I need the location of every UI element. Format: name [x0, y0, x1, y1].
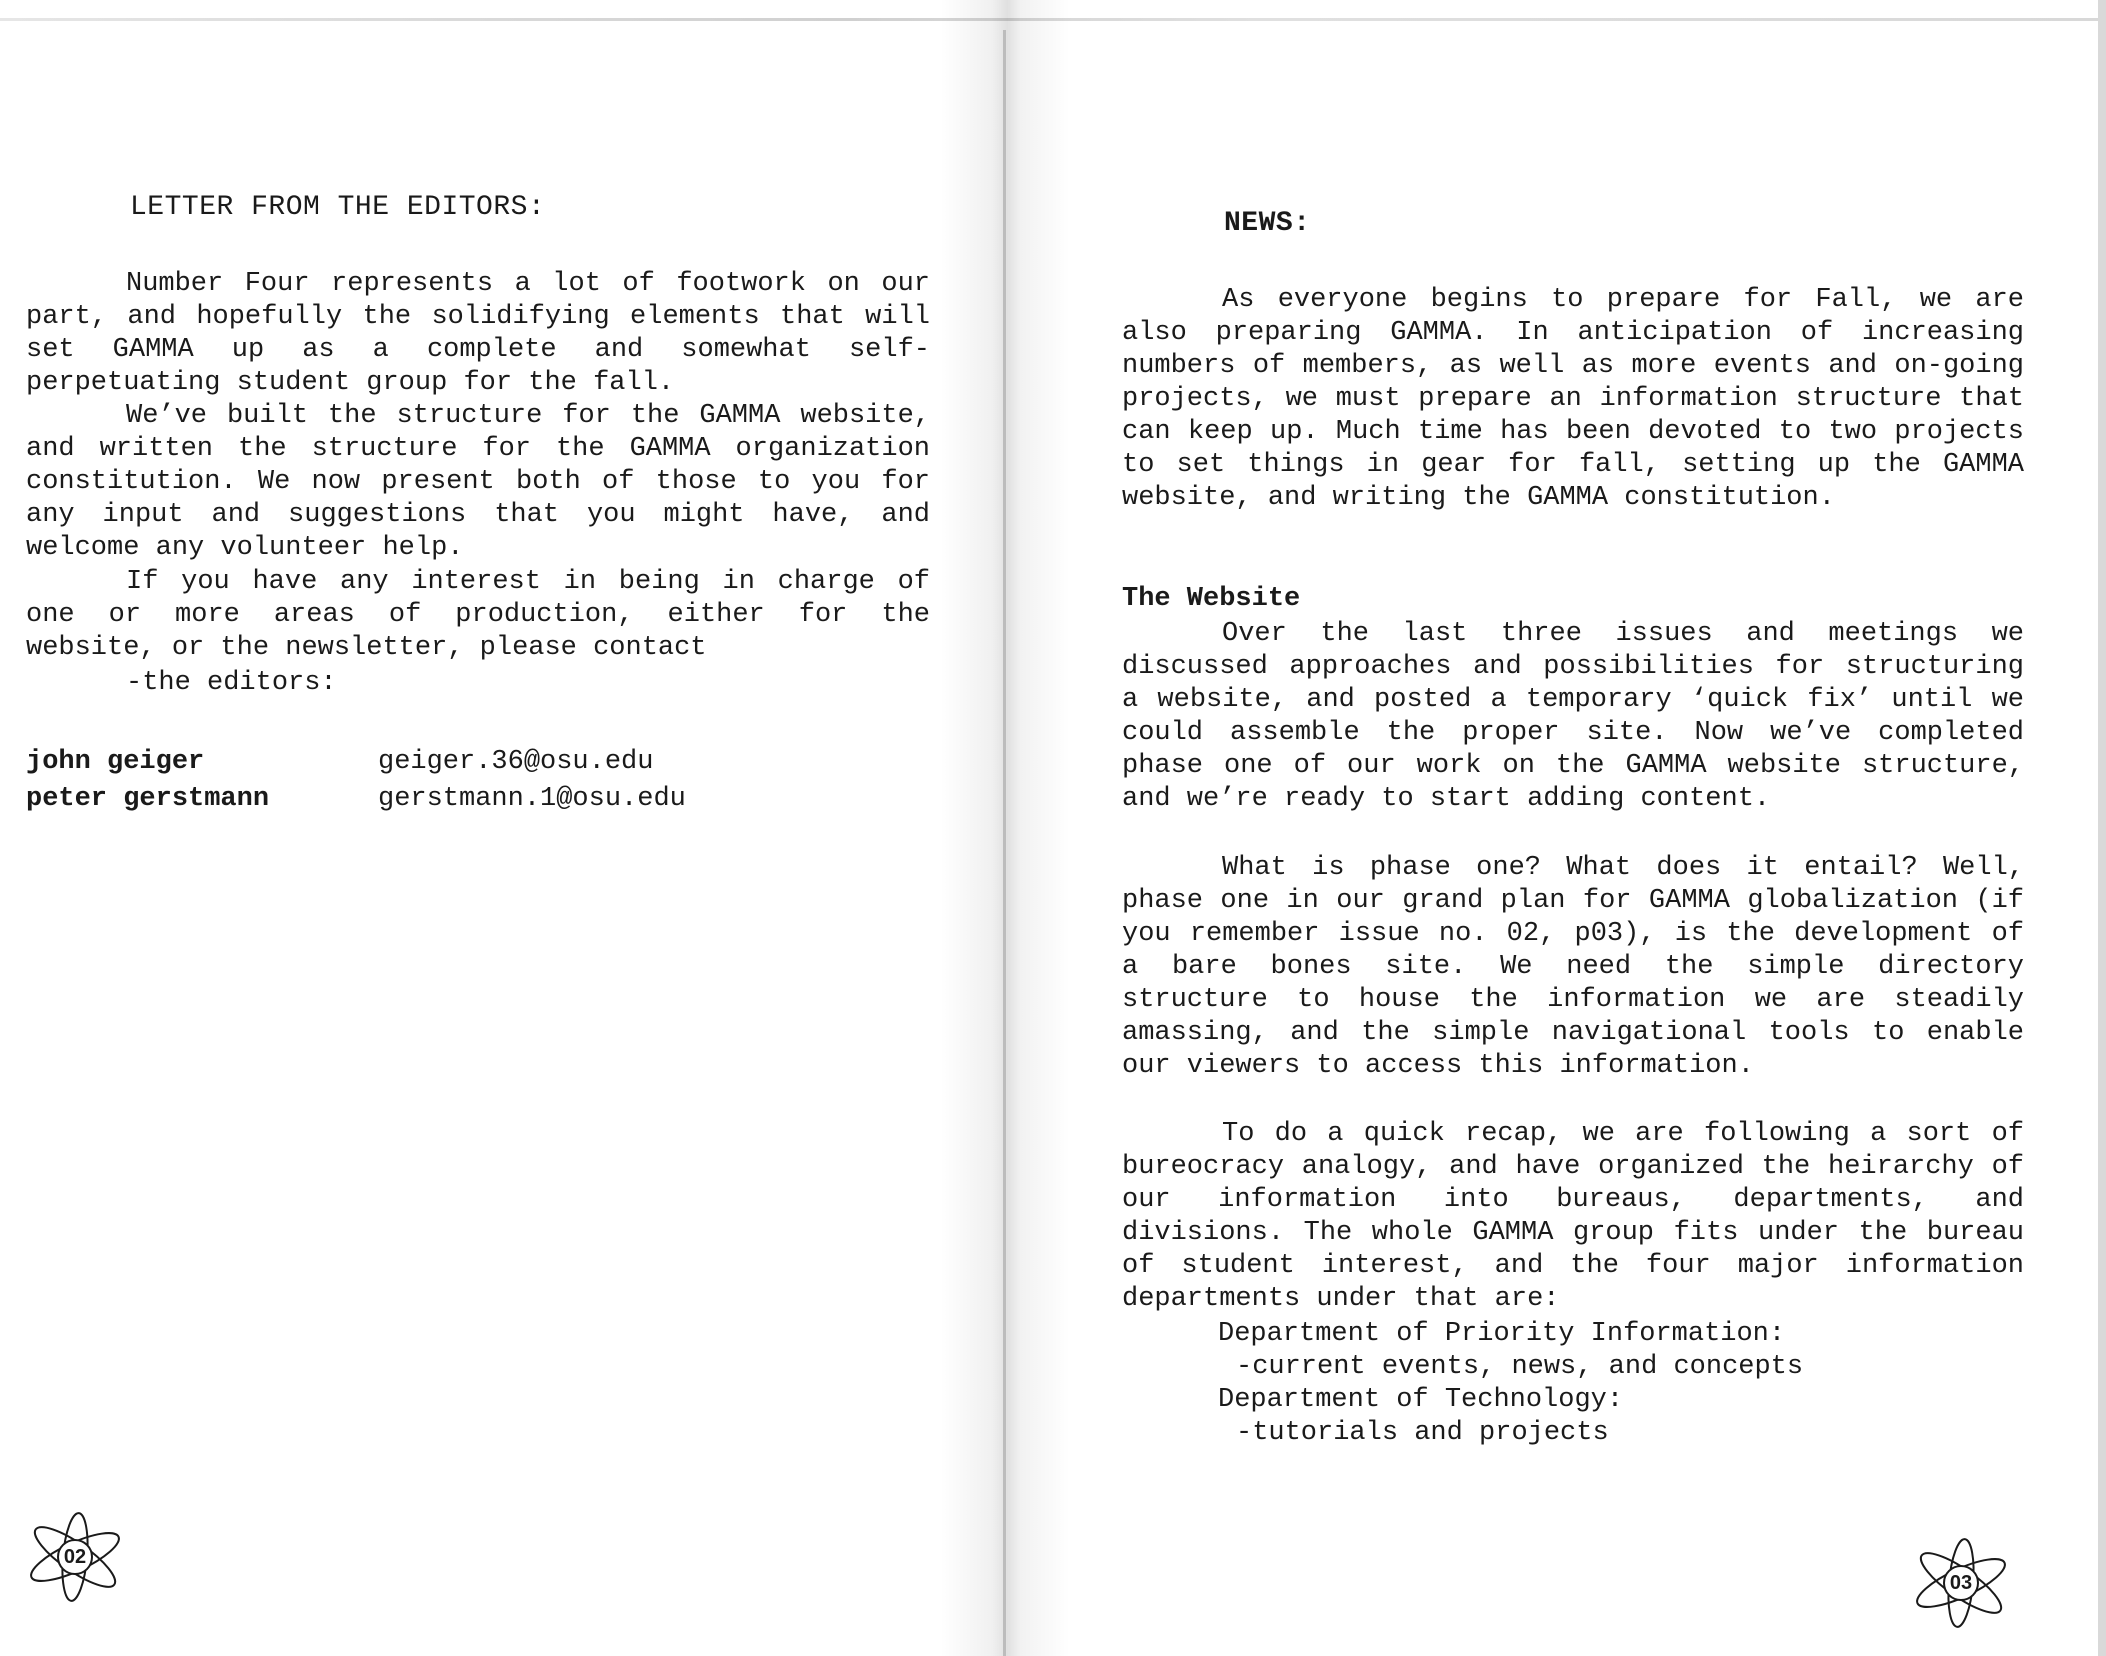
contact-email: gerstmann.1@osu.edu [378, 784, 686, 814]
department-detail: -tutorials and projects [1236, 1418, 1609, 1448]
contact-name: peter gerstmann [26, 784, 270, 814]
website-paragraph-2: What is phase one? What does it entail? Well, phase one in our grand plan for GAMMA globalization (if you remember issue no. 02, p03), is the development of a bare bones site. We need the simple directory structure to house the information we are steadily amassing, and the simple navigational tools to enable our viewers to access this information. [1122, 853, 2024, 1081]
department-list [1218, 1318, 1803, 1450]
website-paragraph-3: To do a quick recap, we are following a sort of bureocracy analogy, and have organized the heirarchy of our information into bureaus, departments, and divisions. The whole GAMMA group fits under the bureau of student interest, and the four major information departments under that are: [1122, 1119, 2024, 1314]
department-name: Department of Priority Information: [1218, 1319, 1786, 1349]
page-number-badge [20, 1502, 130, 1612]
department-detail: -current events, news, and concepts [1236, 1352, 1804, 1382]
letter-heading: LETTER FROM THE EDITORS: [130, 192, 546, 223]
page-number: 02 [63, 1545, 87, 1568]
contact-row [26, 781, 686, 818]
editors-signoff: -the editors: [126, 668, 337, 698]
contact-email: geiger.36@osu.edu [378, 747, 654, 777]
page-number: 03 [1949, 1571, 1973, 1594]
department-name: Department of Technology: [1218, 1385, 1624, 1415]
left-page [0, 0, 1010, 1656]
editor-contacts [26, 744, 686, 818]
news-heading: NEWS: [1224, 208, 1311, 239]
page-number-badge [1906, 1528, 2016, 1638]
letter-paragraph-2: We’ve built the structure for the GAMMA website, and written the structure for the GAMMA organization constitution. We now present both of those to you for any input and suggestions that you might have, and welcome any volunteer help. [26, 401, 930, 563]
letter-paragraph-3: If you have any interest in being in charge of one or more areas of production, either for the website, or the newsletter, please contact [26, 567, 930, 663]
website-paragraph-1: Over the last three issues and meetings we discussed approaches and possibilities for structuring a website, and posted a temporary ‘quick fix’ until we could assemble the proper site. Now we’ve completed phase one of our work on the GAMMA website structure, and we’re ready to start adding content. [1122, 619, 2024, 814]
page-right-edge [2098, 0, 2106, 1656]
news-intro-paragraph: As everyone begins to prepare for Fall, we are also preparing GAMMA. In anticipation of increasing numbers of members, as well as more events and on-going projects, we must prepare an information structure that can keep up. Much time has been devoted to two projects to set things in gear for fall, setting up the GAMMA website, and writing the GAMMA constitution. [1122, 285, 2024, 513]
contact-name: john geiger [26, 747, 205, 777]
letter-paragraph-1: Number Four represents a lot of footwork on our part, and hopefully the solidifying elements that will set GAMMA up as a complete and somewhat self-perpetuating student group for the fall. [26, 269, 930, 398]
contact-row [26, 744, 686, 781]
website-subheading: The Website [1122, 584, 1301, 614]
